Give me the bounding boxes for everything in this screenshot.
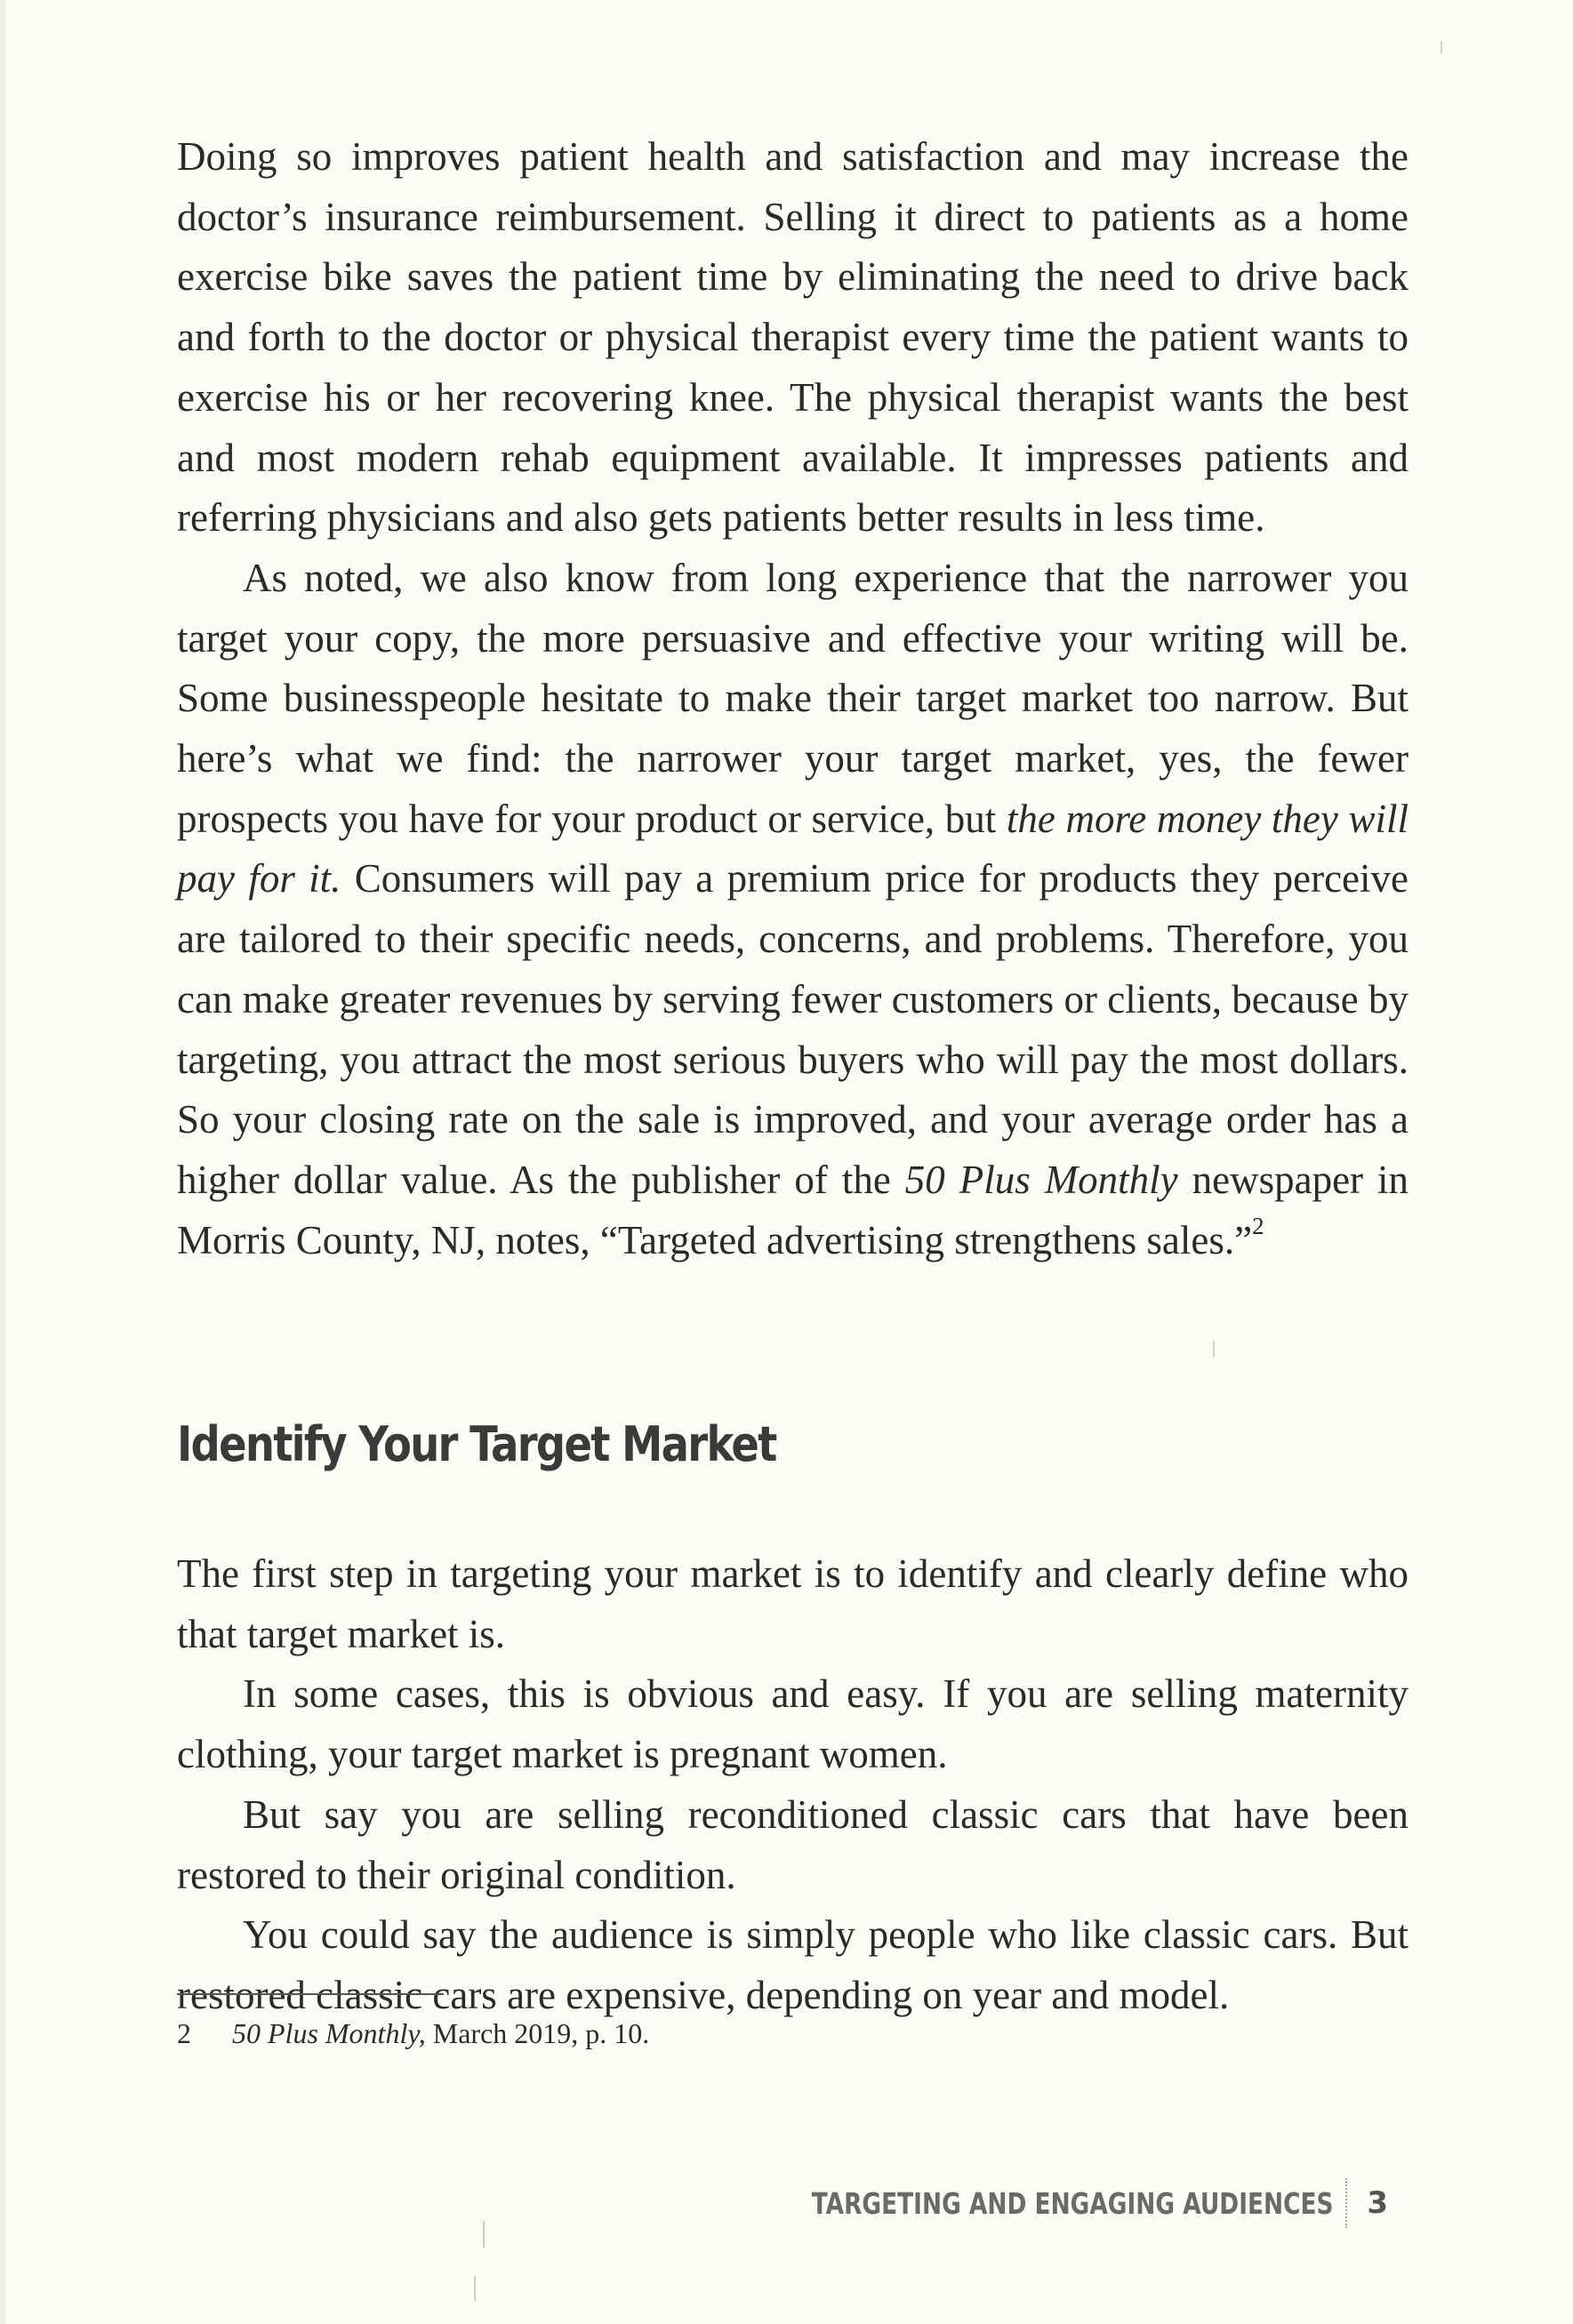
paper-speck (474, 2276, 476, 2301)
paper-speck (1441, 41, 1442, 53)
emphasis-text: the more money they will pay for it. (177, 796, 1408, 902)
paragraph-narrow-targeting (177, 549, 1408, 1270)
footnote-rule (177, 1993, 444, 1995)
paragraph-maternity: In some cases, this is obvious and easy. If you are selling maternity clothing, your target market is pregnant women. (177, 1671, 1408, 1777)
footer-divider (1345, 2178, 1347, 2228)
paragraph-text-part: As noted, we also know from long experience that the narrower you target your copy, the more persuasive and effective your writing will be. Some businesspeople hesitate to make their target market too narrow. But here’s what we find: the narrower your target market, yes, the fewer prospects you have for your product or service, but (177, 555, 1408, 841)
running-footer-title: TARGETING AND ENGAGING AUDIENCES (811, 2185, 1334, 2221)
paragraph-first-step: The first step in targeting your market is to identify and clearly define who that target market is. (177, 1551, 1408, 1656)
footnote-number: 2 (177, 2017, 191, 2049)
paragraph-text-part: newspaper in Morris County, NJ, notes, “Targeted advertising strengthens sales.” (177, 1157, 1408, 1262)
page-number: 3 (1367, 2185, 1388, 2221)
body-text-section (177, 1544, 1408, 2026)
section-heading: Identify Your Target Market (177, 1416, 776, 1472)
footnote (177, 2011, 649, 2056)
paper-speck (1213, 1341, 1215, 1357)
page-edge (0, 0, 5, 2324)
footnote-source: 50 Plus Monthly, (232, 2017, 426, 2049)
paragraph-audience: You could say the audience is simply people who like classic cars. But restored classic cars are expensive, depending on year and model. (177, 1912, 1408, 2017)
paragraph-classic-cars: But say you are selling reconditioned classic cars that have been restored to their original condition. (177, 1791, 1408, 1897)
footnote-reference: 2 (1252, 1212, 1264, 1239)
paper-speck (483, 2221, 485, 2248)
body-text-top (177, 127, 1408, 1270)
running-footer (681, 2178, 1388, 2228)
footnote-details: March 2019, p. 10. (425, 2017, 650, 2049)
paragraph-text-part: Consumers will pay a premium price for products they perceive are tailored to their specific needs, concerns, and problems. Therefore, you can make greater revenues by serving fewer customers or clients, because by targeting, you attract the most serious buyers who will pay the most dollars. So your closing rate on the sale is improved, and your average order has a higher dollar value. As the publisher of the (177, 856, 1408, 1202)
publication-title: 50 Plus Monthly (904, 1157, 1178, 1202)
paragraph-continuation: Doing so improves patient health and satisfaction and may increase the doctor’s insurance reimbursement. Selling it direct to patients as a home exercise bike saves the patient time by eliminating the need to drive back and forth to the doctor or physical therapist every time the patient wants to exercise his or her recovering knee. The physical therapist wants the best and most modern rehab equipment available. It impresses patients and referring physicians and also gets patients better results in less time. (177, 134, 1408, 541)
